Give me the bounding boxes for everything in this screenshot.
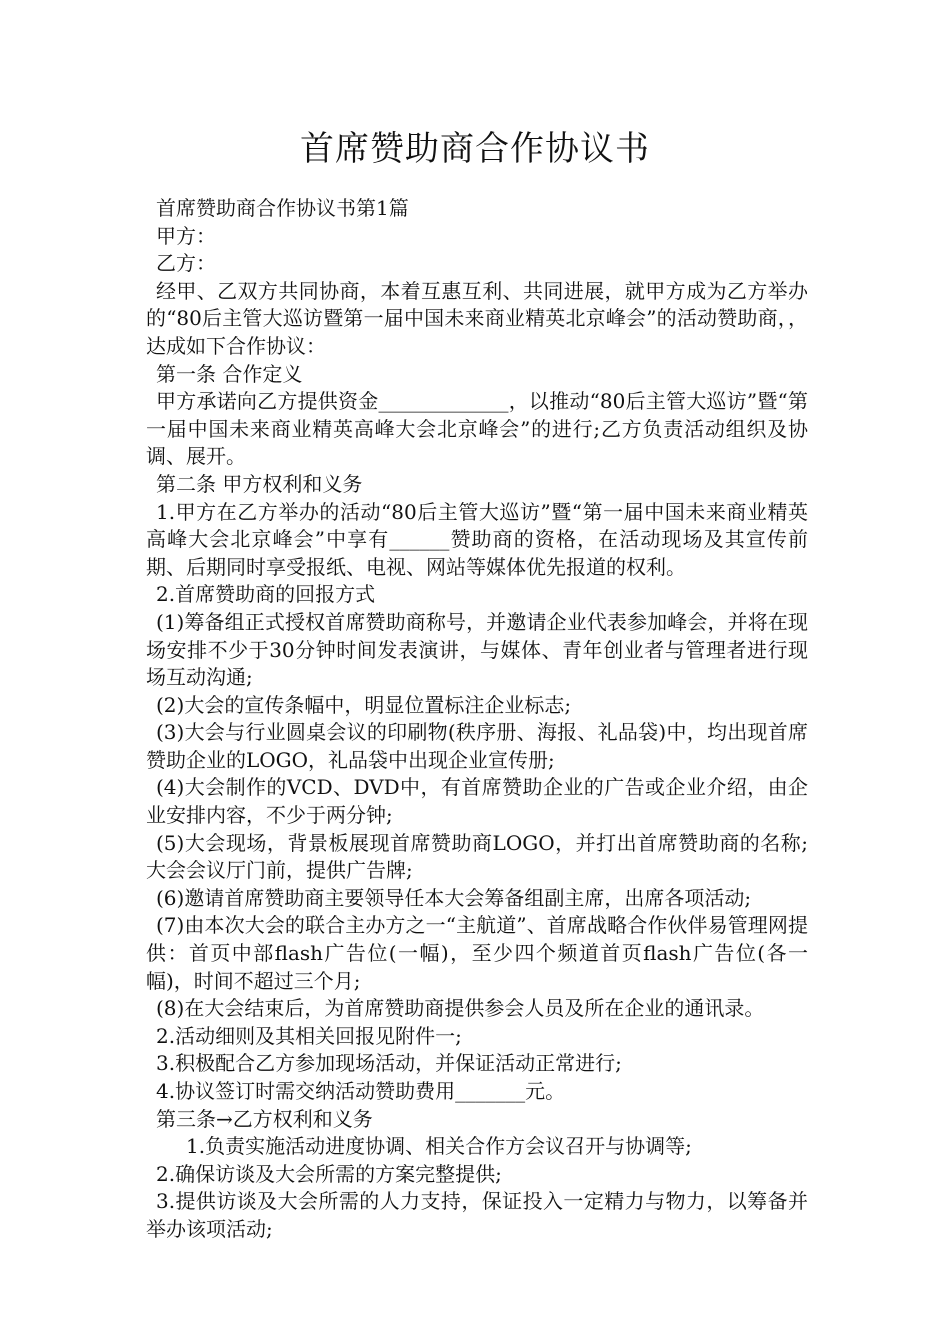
article-3-heading: 第三条→乙方权利和义务 xyxy=(156,1106,373,1131)
article-3-item-1: 1.负责实施活动进度协调、相关合作方会议召开与协调等; xyxy=(186,1134,692,1159)
article-3-item-2: 2.确保访谈及大会所需的方案完整提供; xyxy=(156,1161,502,1186)
article-2-item-2: 2.首席赞助商的回报方式 xyxy=(156,582,376,607)
paragraph-party-a: 甲方： xyxy=(156,223,216,248)
document-body xyxy=(146,195,808,1244)
article-2-item-2b: 2.活动细则及其相关回报见附件一; xyxy=(156,1023,462,1048)
return-item-5: (5)大会现场，背景板展现首席赞助商LOGO，并打出首席赞助商的名称;大会会议厅门前，提供广告牌; xyxy=(146,830,808,883)
paragraph-party-b: 乙方： xyxy=(156,251,216,276)
article-1-heading: 第一条 合作定义 xyxy=(156,361,303,386)
article-2-item-3: 3.积极配合乙方参加现场活动，并保证活动正常进行; xyxy=(156,1051,622,1076)
return-item-7: (7)由本次大会的联合主办方之一“主航道”、首席战略合作伙伴易管理网提供：首页中部flash广告位(一幅)，至少四个频道首页flash广告位(各一幅)，时间不超过三个月; xyxy=(146,913,808,993)
return-item-2: (2)大会的宣传条幅中，明显位置标注企业标志; xyxy=(156,692,572,717)
paragraph-section-heading: 首席赞助商合作协议书第1篇 xyxy=(156,196,409,220)
paragraph-preamble: 经甲、乙双方共同协商，本着互惠互利、共同进展，就甲方成为乙方举办的“80后主管大巡访暨第一届中国未来商业精英北京峰会”的活动赞助商，，达成如下合作协议： xyxy=(146,278,808,358)
article-2-item-4: 4.协议签订时需交纳活动赞助费用_______元。 xyxy=(156,1079,566,1103)
article-1-body: 甲方承诺向乙方提供资金_____________，以推动“80后主管大巡访”暨“第一届中国未来商业精英高峰大会北京峰会”的进行;乙方负责活动组织及协调、展开。 xyxy=(146,389,808,469)
article-2-item-1: 1.甲方在乙方举办的活动“80后主管大巡访”暨“第一届中国未来商业精英高峰大会北京峰会”中享有______赞助商的资格，在活动现场及其宣传前期、后期同时享受报纸、电视、网站等媒体优先报道的权利。 xyxy=(146,499,808,579)
return-item-8: (8)在大会结束后，为首席赞助商提供参会人员及所在企业的通讯录。 xyxy=(156,996,765,1021)
return-item-6: (6)邀请首席赞助商主要领导任本大会筹备组副主席，出席各项活动; xyxy=(156,885,752,910)
article-3-item-3: 3.提供访谈及大会所需的人力支持，保证投入一定精力与物力，以筹备并举办该项活动; xyxy=(146,1189,808,1241)
return-item-1: (1)筹备组正式授权首席赞助商称号，并邀请企业代表参加峰会，并将在现场安排不少于30分钟时间发表演讲，与媒体、青年创业者与管理者进行现场互动沟通; xyxy=(146,609,808,690)
document-title: 首席赞助商合作协议书 xyxy=(300,129,650,169)
return-item-3: (3)大会与行业圆桌会议的印刷物(秩序册、海报、礼品袋)中，均出现首席赞助企业的LOGO，礼品袋中出现企业宣传册; xyxy=(146,720,808,772)
article-2-heading: 第二条 甲方权利和义务 xyxy=(156,471,363,496)
return-item-4: (4)大会制作的VCD、DVD中，有首席赞助企业的广告或企业介绍，由企业安排内容，不少于两分钟; xyxy=(146,775,808,828)
